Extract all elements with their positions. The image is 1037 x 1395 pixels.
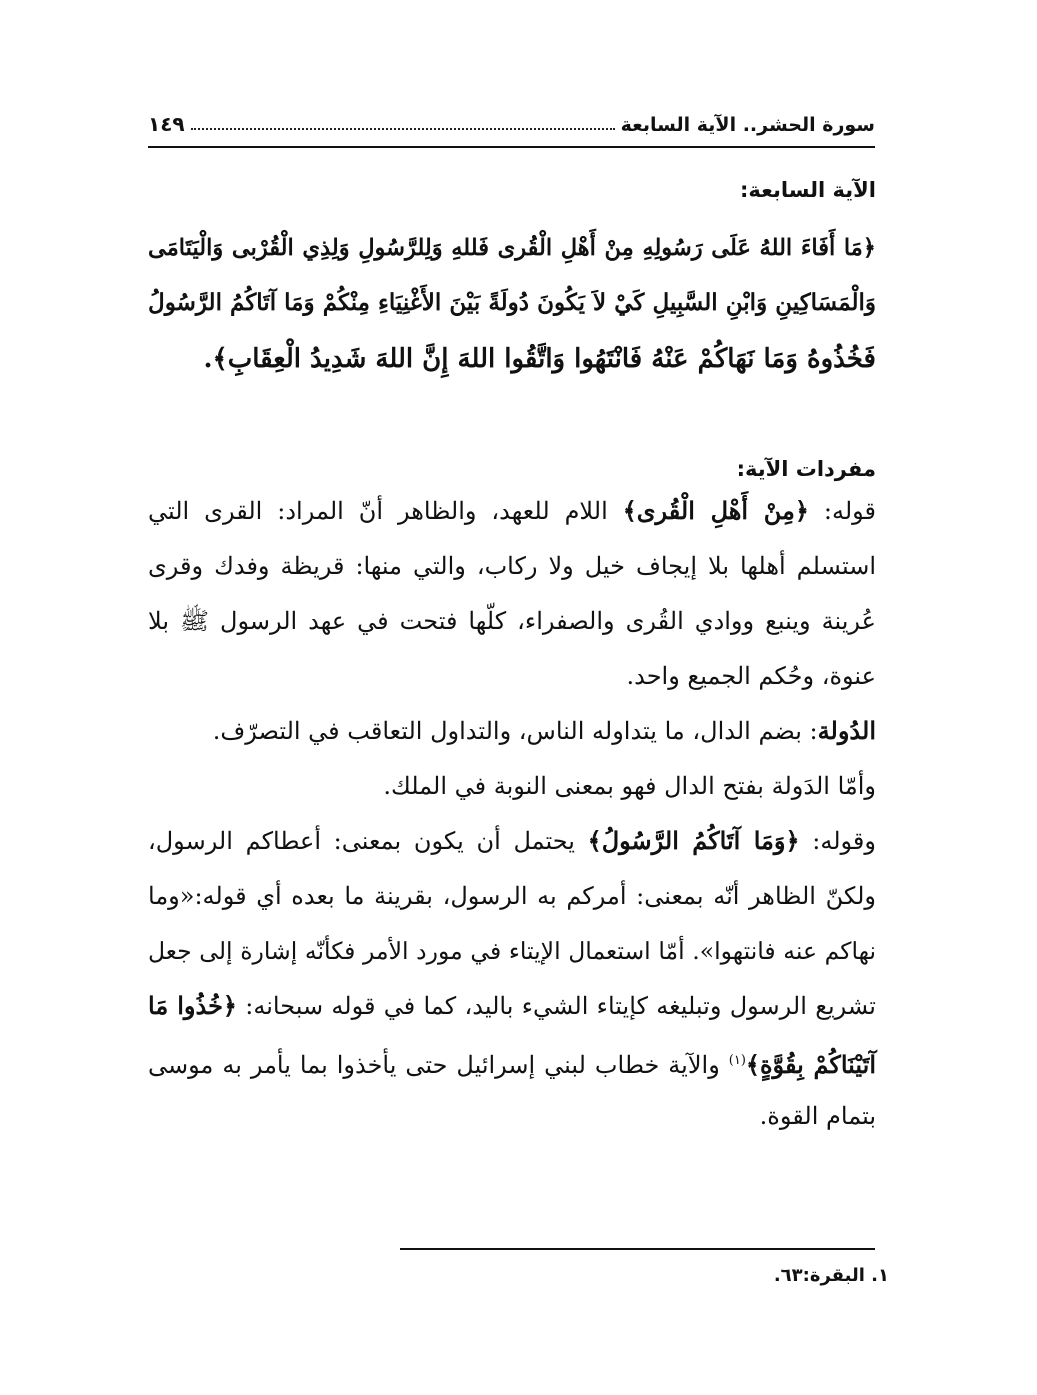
running-header-title: سورة الحشر.. الآية السابعة bbox=[620, 114, 875, 136]
para1-line-3: عُرينة وينبع ووادي القُرى والصفراء، كلّها فتحت في عهد الرسول ﷺ بلا bbox=[148, 607, 876, 635]
footnote-rule bbox=[400, 1248, 875, 1250]
para4-line4-quote: ﴿خُذُوا مَا bbox=[148, 991, 237, 1020]
para2-term: الدُولة bbox=[817, 716, 876, 745]
header-dot-leader bbox=[191, 128, 615, 130]
para4-line-6: بتمام القوة. bbox=[759, 1102, 876, 1130]
para3-line: وأمّا الدَولة بفتح الدال فهو بمعنى النوبة في الملك. bbox=[383, 772, 876, 800]
vocab-heading: مفردات الآية: bbox=[736, 457, 876, 481]
verse-heading: الآية السابعة: bbox=[740, 178, 876, 202]
para4-line-3: نهاكم عنه فانتهوا». أمّا استعمال الإيتاء في مورد الأمر فكأنّه إشارة إلى جعل bbox=[148, 937, 876, 965]
para2-text: : بضم الدال، ما يتداوله الناس، والتداول التعاقب في التصرّف. bbox=[212, 717, 818, 745]
para1-lead: قوله: bbox=[808, 497, 877, 525]
para1-line-4: عنوة، وحُكم الجميع واحد. bbox=[626, 662, 876, 690]
para1-line-1 bbox=[148, 492, 876, 530]
para4-quote: ﴿وَمَا آتَاكُمُ الرَّسُولُ﴾ bbox=[587, 826, 800, 855]
para4-line1-rest: يحتمل أن يكون بمعنى: أعطاكم الرسول، bbox=[148, 827, 588, 855]
para4-line-5 bbox=[148, 1042, 876, 1084]
para4-lead: وقوله: bbox=[799, 827, 876, 855]
para4-line5-quote: آتَيْنَاكُمْ بِقُوَّةٍ﴾ bbox=[745, 1050, 876, 1079]
para1-quote: ﴿مِنْ أَهْلِ الْقُرى﴾ bbox=[622, 496, 809, 525]
running-header bbox=[148, 100, 875, 136]
para4-line4-text: تشريع الرسول وتبليغه كإيتاء الشيء باليد، كما في قوله سبحانه: bbox=[236, 992, 876, 1020]
verse-line-1: ﴿مَا أَفَاءَ اللهُ عَلَى رَسُولِهِ مِنْ أَهْلِ الْقُرى فَللهِ وَلِلرَّسُولِ وَلِذِي الْقُرْبى وَالْيَتَامَى bbox=[148, 235, 876, 261]
para2-line bbox=[148, 712, 876, 750]
para1-line1-rest: اللام للعهد، والظاهر أنّ المراد: القرى التي bbox=[148, 497, 623, 525]
footnote-ref: (١) bbox=[728, 1053, 746, 1068]
footnote: ١. البقرة:٦٣. bbox=[773, 1265, 889, 1286]
para4-line-4 bbox=[148, 987, 876, 1025]
para4-line-1 bbox=[148, 822, 876, 860]
header-rule bbox=[148, 146, 875, 148]
verse-line-3: فَخُذُوهُ وَمَا نَهَاكُمْ عَنْهُ فَانْتَهُوا وَاتَّقُوا اللهَ إِنَّ اللهَ شَدِيدُ الْعِقَابِ﴾. bbox=[203, 344, 876, 374]
para4-line-2: ولكنّ الظاهر أنّه بمعنى: أمركم به الرسول، بقرينة ما بعده أي قوله:«وما bbox=[148, 882, 876, 910]
para1-line-2: استسلم أهلها بلا إيجاف خيل ولا ركاب، والتي منها: قريظة وفدك وقرى bbox=[148, 552, 876, 580]
para4-line5-rest: والآية خطاب لبني إسرائيل حتى يأخذوا بما يأمر به موسى bbox=[148, 1051, 729, 1079]
page-number: ١٤٩ bbox=[148, 112, 185, 136]
verse-line-2: وَالْمَسَاكِينِ وَابْنِ السَّبِيلِ كَيْ لاَ يَكُونَ دُولَةً بَيْنَ الأَغْنِيَاءِ مِنْكُمْ وَمَا آتَاكُمُ الرَّسُولُ bbox=[148, 289, 876, 316]
